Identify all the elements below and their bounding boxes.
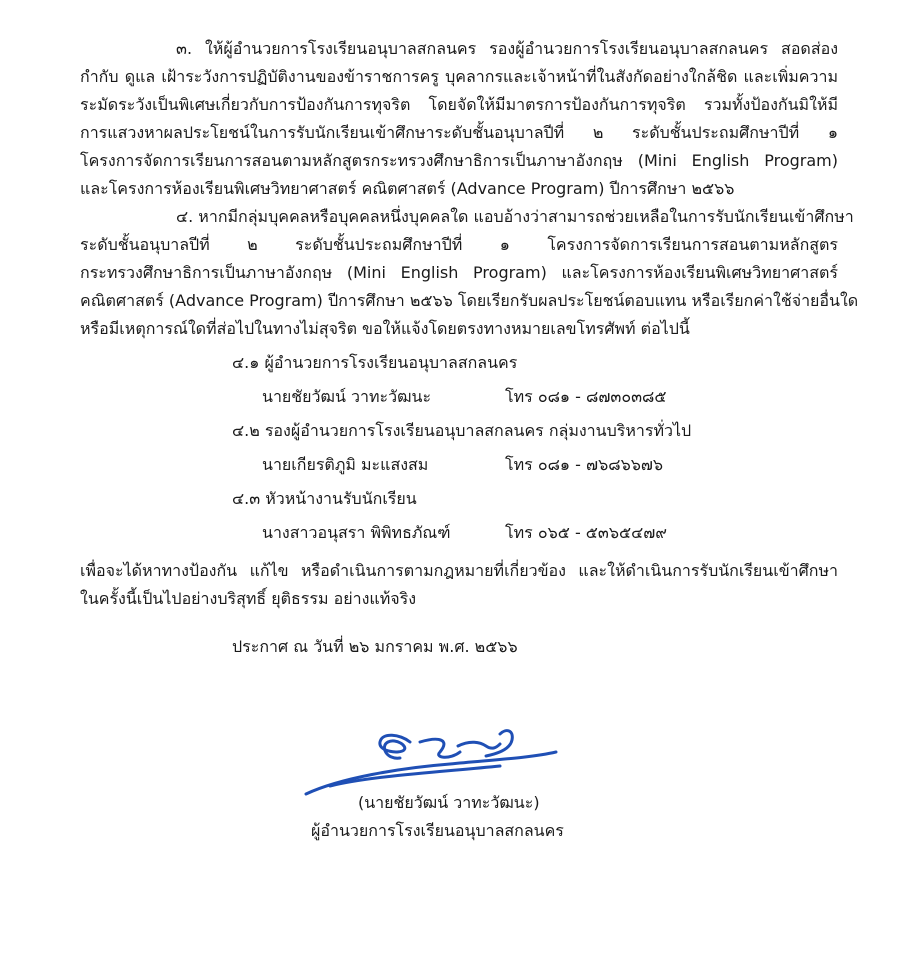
contact-phone: โทร ๐๘๑ - ๗๖๘๖๖๗๖: [505, 455, 664, 474]
paragraph-3-line: ระมัดระวังเป็นพิเศษเกี่ยวกับการป้องกันการทุจริต โดยจัดให้มีมาตรการป้องกันการทุจริต รวมทั้งป้องกันมิให้มี: [80, 95, 838, 114]
contact-phone: โทร ๐๖๕ - ๕๓๖๕๔๗๙: [505, 523, 667, 542]
contact-name: นายเกียรติภูมิ มะแสงสม: [262, 455, 429, 474]
paragraph-4-line: ระดับชั้นอนุบาลปีที่ ๒ ระดับชั้นประถมศึกษาปีที่ ๑ โครงการจัดการเรียนการสอนตามหลักสูตร: [80, 235, 838, 254]
paragraph-4-line: คณิตศาสตร์ (Advance Program) ปีการศึกษา ๒๕๖๖ โดยเรียกรับผลประโยชน์ตอบแทน หรือเรียกค่าใช้จ่ายอื่นใด: [80, 291, 859, 310]
signatory-name: (นายชัยวัฒน์ วาทะวัฒนะ): [358, 793, 540, 812]
paragraph-4-line: กระทรวงศึกษาธิการเป็นภาษาอังกฤษ (Mini English Program) และโครงการห้องเรียนพิเศษวิทยาศาสตร์: [80, 263, 838, 282]
contact-label: ๔.๓ หัวหน้างานรับนักเรียน: [232, 489, 417, 508]
contact-phone: โทร ๐๘๑ - ๘๗๓๐๓๘๕: [505, 387, 667, 406]
handwritten-signature: [300, 712, 560, 802]
contact-label: ๔.๒ รองผู้อำนวยการโรงเรียนอนุบาลสกลนคร กลุ่มงานบริหารทั่วไป: [232, 421, 692, 440]
contact-name: นายชัยวัฒน์ วาทะวัฒนะ: [262, 387, 432, 406]
paragraph-3-line: ๓. ให้ผู้อำนวยการโรงเรียนอนุบาลสกลนคร รองผู้อำนวยการโรงเรียนอนุบาลสกลนคร สอดส่อง: [176, 39, 838, 58]
paragraph-3-line: การแสวงหาผลประโยชน์ในการรับนักเรียนเข้าศึกษาระดับชั้นอนุบาลปีที่ ๒ ระดับชั้นประถมศึกษาปีที่ ๑: [80, 123, 838, 142]
paragraph-3-line: และโครงการห้องเรียนพิเศษวิทยาศาสตร์ คณิตศาสตร์ (Advance Program) ปีการศึกษา ๒๕๖๖: [80, 179, 735, 198]
paragraph-3-line: โครงการจัดการเรียนการสอนตามหลักสูตรกระทรวงศึกษาธิการเป็นภาษาอังกฤษ (Mini English Program): [80, 151, 838, 170]
contact-name: นางสาวอนุสรา พิพิทธภัณฑ์: [262, 523, 451, 542]
announcement-date: ประกาศ ณ วันที่ ๒๖ มกราคม พ.ศ. ๒๕๖๖: [232, 637, 518, 656]
closing-line: เพื่อจะได้หาทางป้องกัน แก้ไข หรือดำเนินการตามกฎหมายที่เกี่ยวข้อง และให้ดำเนินการรับนักเรียนเข้าศึกษา: [80, 561, 838, 580]
paragraph-3-line: กำกับ ดูแล เฝ้าระวังการปฏิบัติงานของข้าราชการครู บุคลากรและเจ้าหน้าที่ในสังกัดอย่างใกล้ชิด และเพิ่มความ: [80, 67, 838, 86]
paragraph-4-line: ๔. หากมีกลุ่มบุคคลหรือบุคคลหนึ่งบุคคลใด แอบอ้างว่าสามารถช่วยเหลือในการรับนักเรียนเข้าศึกษา: [176, 207, 854, 226]
signatory-title: ผู้อำนวยการโรงเรียนอนุบาลสกลนคร: [311, 821, 564, 840]
contact-label: ๔.๑ ผู้อำนวยการโรงเรียนอนุบาลสกลนคร: [232, 353, 518, 372]
paragraph-4-line: หรือมีเหตุการณ์ใดที่ส่อไปในทางไม่สุจริต ขอให้แจ้งโดยตรงทางหมายเลขโทรศัพท์ ต่อไปนี้: [80, 319, 690, 338]
closing-line: ในครั้งนี้เป็นไปอย่างบริสุทธิ์ ยุติธรรม อย่างแท้จริง: [80, 589, 417, 608]
